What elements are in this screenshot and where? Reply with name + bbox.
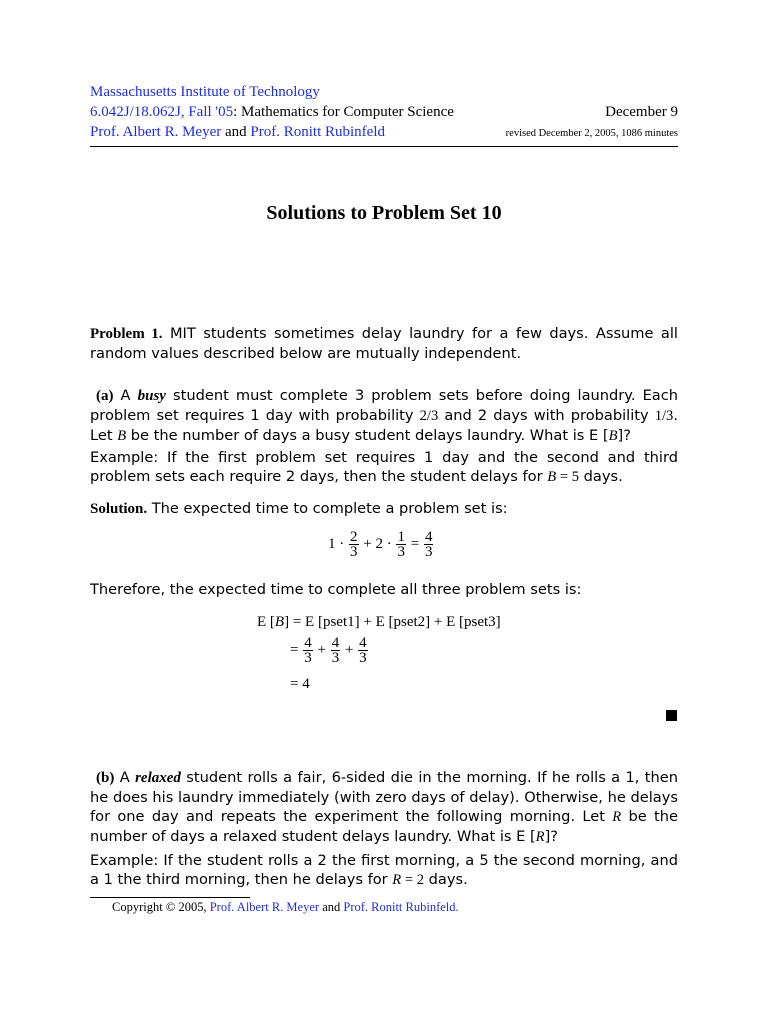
var-b-expect: B (608, 428, 618, 444)
footer-and: and (319, 900, 344, 914)
eq2-plus-2: + (344, 641, 354, 658)
equation-expected-b-line3: = 4 (290, 676, 310, 692)
copyright-footer (112, 900, 459, 915)
var-b: B (117, 428, 127, 444)
eq1-term-a: 1 · (328, 535, 345, 552)
page-title: Solutions to Problem Set 10 (266, 202, 502, 224)
part-b-text-2: student rolls a fair, 6-sided die in the morning. If he rolls a 1, then he does his laundry immediately (with zero days of delay). Otherwise, he delays for one day and repeats the experiment the following morning. Let (90, 769, 678, 825)
solution-text-1: The expected time to complete a problem set is: (147, 500, 508, 517)
course-link[interactable]: 6.042J/18.062J, Fall '05 (90, 104, 234, 120)
copyright-text: Copyright © 2005, (112, 900, 210, 914)
var-r-expect: R (535, 829, 545, 845)
example-var-b: B (547, 469, 557, 485)
relaxed-emphasis: relaxed (135, 770, 181, 786)
eq2-lhs-post: ] = E [pset1] + E [pset2] + E [pset3] (284, 614, 501, 630)
solution (90, 499, 678, 519)
part-b-label: (b) (96, 770, 115, 786)
fraction-4-3-b: $\frac{4}{3}$ (331, 635, 340, 666)
part-a-example (90, 448, 678, 487)
date: December 9 (605, 104, 678, 120)
part-b-text-1: A (114, 769, 136, 786)
institution-link[interactable]: Massachusetts Institute of Technology (90, 84, 320, 100)
part-a-text-2: student must complete 3 problem sets before doing laundry. Each problem set requires 1 day with probability (90, 387, 678, 424)
example-eq-2: = 2 (401, 872, 425, 888)
example-b-end: days. (424, 871, 468, 888)
part-b-text-3: be the number of days a relaxed student delays laundry. What is E [ (90, 808, 678, 845)
eq2-lhs-pre: E [ (257, 614, 275, 630)
part-b-example (90, 851, 678, 890)
eq1-equals: = (410, 535, 420, 552)
eq2-var-b: B (274, 614, 285, 630)
fraction-4-3: $\frac{4}{3}$ (424, 529, 433, 560)
prof2-link[interactable]: Prof. Ronitt Rubinfeld (250, 124, 385, 140)
fraction-4-3-c: $\frac{4}{3}$ (359, 635, 367, 666)
part-a (90, 386, 678, 446)
part-a-example-text: Example: If the first problem set requires 1 day and the second and third problem sets each require 2 days, then the student delays for (90, 449, 678, 485)
part-a-label: (a) (96, 388, 114, 404)
part-b (90, 768, 678, 847)
fraction-2-3: $\frac{2}{3}$ (350, 529, 358, 560)
part-b-example-text: Example: If the student rolls a 2 the first morning, a 5 the second morning, and a 1 the third morning, then he delays for (90, 852, 678, 888)
equation-expected-b-line1 (257, 614, 501, 631)
probability-1-3: 1/3 (654, 408, 674, 424)
example-end: days. (579, 468, 623, 485)
part-a-text-3: and 2 days with probability (438, 407, 655, 424)
probability-2-3: 2/3 (419, 408, 439, 424)
part-a-text-4: . Let (90, 407, 678, 444)
header (90, 82, 678, 142)
eq2-row2-equals: = (290, 641, 299, 658)
solution-text-2: Therefore, the expected time to complete all three problem sets is: (90, 581, 582, 598)
and-text: and (221, 124, 251, 140)
footer-prof2-link[interactable]: Prof. Ronitt Rubinfeld (343, 900, 456, 914)
course-title: : Mathematics for Computer Science (233, 104, 454, 120)
fraction-4-3-a: $\frac{4}{3}$ (304, 635, 312, 666)
eq2-plus-1: + (317, 641, 326, 658)
problem-1-text: MIT students sometimes delay laundry for a few days. Assume all random values described below are mutually independent. (90, 325, 678, 362)
equation-expected-b-line2 (290, 636, 369, 665)
solution-label: Solution. (90, 501, 148, 517)
example-eq-5: = 5 (556, 469, 580, 485)
footer-period: . (455, 900, 459, 914)
footer-prof1-link[interactable]: Prof. Albert R. Meyer (209, 900, 320, 914)
footnote-rule (90, 897, 250, 898)
part-a-text-5: be the number of days a busy student delays laundry. What is E [ (126, 427, 609, 444)
part-a-text-6: ]? (617, 427, 631, 444)
part-a-text-1: A (113, 387, 138, 404)
problem-1 (90, 324, 678, 363)
prof1-link[interactable]: Prof. Albert R. Meyer (90, 124, 222, 140)
problem-1-label: Problem 1. (90, 326, 163, 342)
part-b-text-4: ]? (544, 828, 559, 845)
header-rule (90, 146, 678, 147)
eq1-term-b: + 2 · (363, 535, 392, 552)
equation-expected-pset (328, 530, 434, 559)
fraction-1-3: $\frac{1}{3}$ (397, 529, 405, 560)
example-var-r: R (392, 872, 402, 888)
qed-square-icon (666, 710, 677, 721)
revision-note: revised December 2, 2005, 1086 minutes (505, 128, 678, 139)
busy-emphasis: busy (137, 388, 166, 404)
var-r: R (612, 809, 622, 825)
